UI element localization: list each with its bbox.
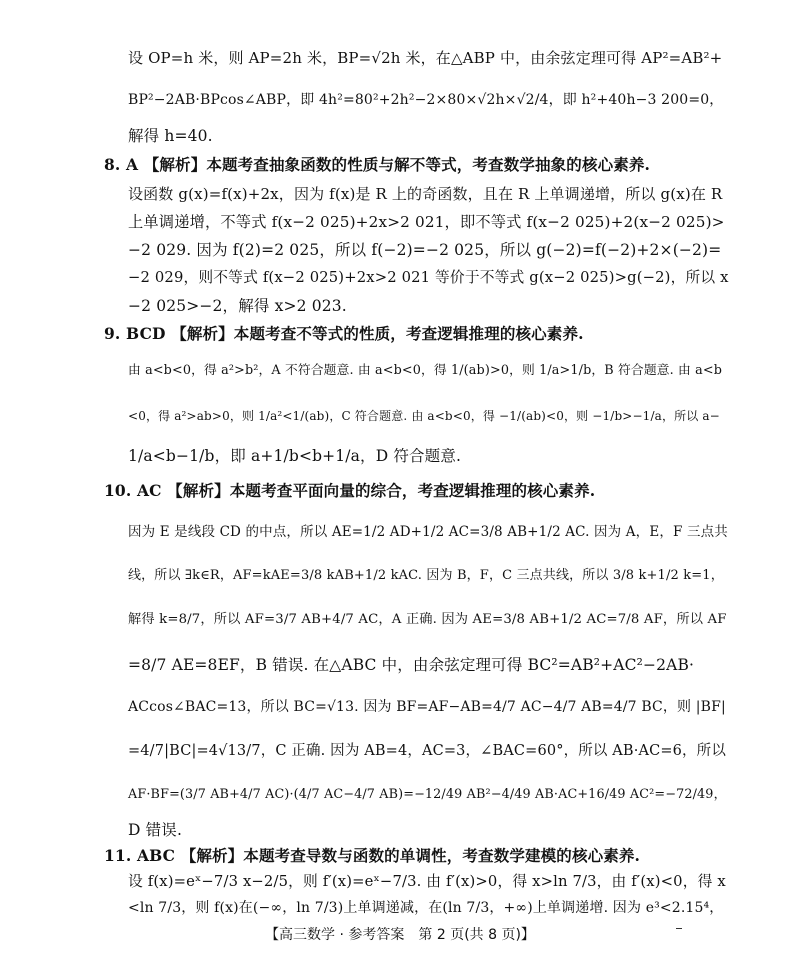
text-line: <0，得 a²>ab>0，则 1/a²<1/(ab)，C 符合题意. 由 a<b<0，得 −1/(ab)<0，则 −1/b>−1/a，所以 a− xyxy=(128,409,720,423)
text-line: 因为 E 是线段 CD 的中点，所以 AE=1/2 AD+1/2 AC=3/8 AB+1/2 AC. 因为 A，E，F 三点共 xyxy=(128,524,728,540)
text-line: =8/7 AE=8EF，B 错误. 在△ABC 中，由余弦定理可得 BC²=AB²+AC²−2AB· xyxy=(128,656,695,674)
text-line: 由 a<b<0，得 a²>b²，A 不符合题意. 由 a<b<0，得 1/(ab)>0，则 1/a>1/b，B 符合题意. 由 a<b xyxy=(128,363,723,378)
text-line: 解得 k=8/7，所以 AF=3/7 AB+4/7 AC，A 正确. 因为 AE=3/8 AB+1/2 AC=7/8 AF，所以 AF xyxy=(128,612,727,627)
text-line: 上单调递增，不等式 f(x−2 025)+2x>2 021，即不等式 f(x−2 025)+2(x−2 025)> xyxy=(128,213,725,231)
footer-text: 【高三数学 · 参考答案 第 2 页(共 8 页)】 xyxy=(265,927,535,943)
text-line: 1/a<b−1/b，即 a+1/b<b+1/a，D 符合题意. xyxy=(128,447,462,465)
text-line: 设 f(x)=eˣ−7/3 x−2/5，则 f′(x)=eˣ−7/3. 由 f′(x)>0，得 x>ln 7/3，由 f′(x)<0，得 x xyxy=(128,873,726,890)
text-line: <ln 7/3，则 f(x)在(−∞，ln 7/3)上单调递减，在(ln 7/3，+∞)上单调递增. 因为 e³<2.15⁴， xyxy=(128,900,724,916)
text-line: 解得 h=40. xyxy=(128,127,213,145)
question-8-heading: 8. A 【解析】本题考查抽象函数的性质与解不等式，考查数学抽象的核心素养. xyxy=(104,155,651,174)
text-line: =4/7|BC|=4√13/7，C 正确. 因为 AB=4，AC=3，∠BAC=60°，所以 AB·AC=6，所以 xyxy=(128,743,726,759)
text-line: −2 029. 因为 f(2)=2 025，所以 f(−2)=−2 025，所以 g(−2)=f(−2)+2×(−2)= xyxy=(128,241,722,259)
text-line: ACcos∠BAC=13，所以 BC=√13. 因为 BF=AF−AB=4/7 AC−4/7 AB=4/7 BC，则 |BF| xyxy=(128,699,726,715)
question-9-heading: 9. BCD 【解析】本题考查不等式的性质，考查逻辑推理的核心素养. xyxy=(104,324,584,343)
text-line: AF·BF=(3/7 AB+4/7 AC)·(4/7 AC−4/7 AB)=−12/49 AB²−4/49 AB·AC+16/49 AC²=−72/49， xyxy=(128,787,727,802)
question-11-heading: 11. ABC 【解析】本题考查导数与函数的单调性，考查数学建模的核心素养. xyxy=(104,846,641,865)
question-10-heading: 10. AC 【解析】本题考查平面向量的综合，考查逻辑推理的核心素养. xyxy=(104,481,596,500)
text-line: −2 025>−2，解得 x>2 023. xyxy=(128,297,347,315)
text-line: −2 029，则不等式 f(x−2 025)+2x>2 021 等价于不等式 g(x−2 025)>g(−2)，所以 x xyxy=(128,269,729,286)
text-line: BP²−2AB·BPcos∠ABP，即 4h²=80²+2h²−2×80×√2h×√2/4，即 h²+40h−3 200=0， xyxy=(128,92,724,108)
text-line: D 错误. xyxy=(128,821,183,839)
text-line: 线，所以 ∃k∈R，AF=kAE=3/8 kAB+1/2 kAC. 因为 B，F，C 三点共线，所以 3/8 k+1/2 k=1， xyxy=(128,568,724,583)
page-footer xyxy=(0,924,800,944)
corner-mark xyxy=(676,928,682,929)
text-line: 设函数 g(x)=f(x)+2x，因为 f(x)是 R 上的奇函数，且在 R 上单调递增，所以 g(x)在 R xyxy=(128,185,723,203)
text-line: 设 OP=h 米，则 AP=2h 米，BP=√2h 米，在△ABP 中，由余弦定理可得 AP²=AB²+ xyxy=(128,49,723,67)
